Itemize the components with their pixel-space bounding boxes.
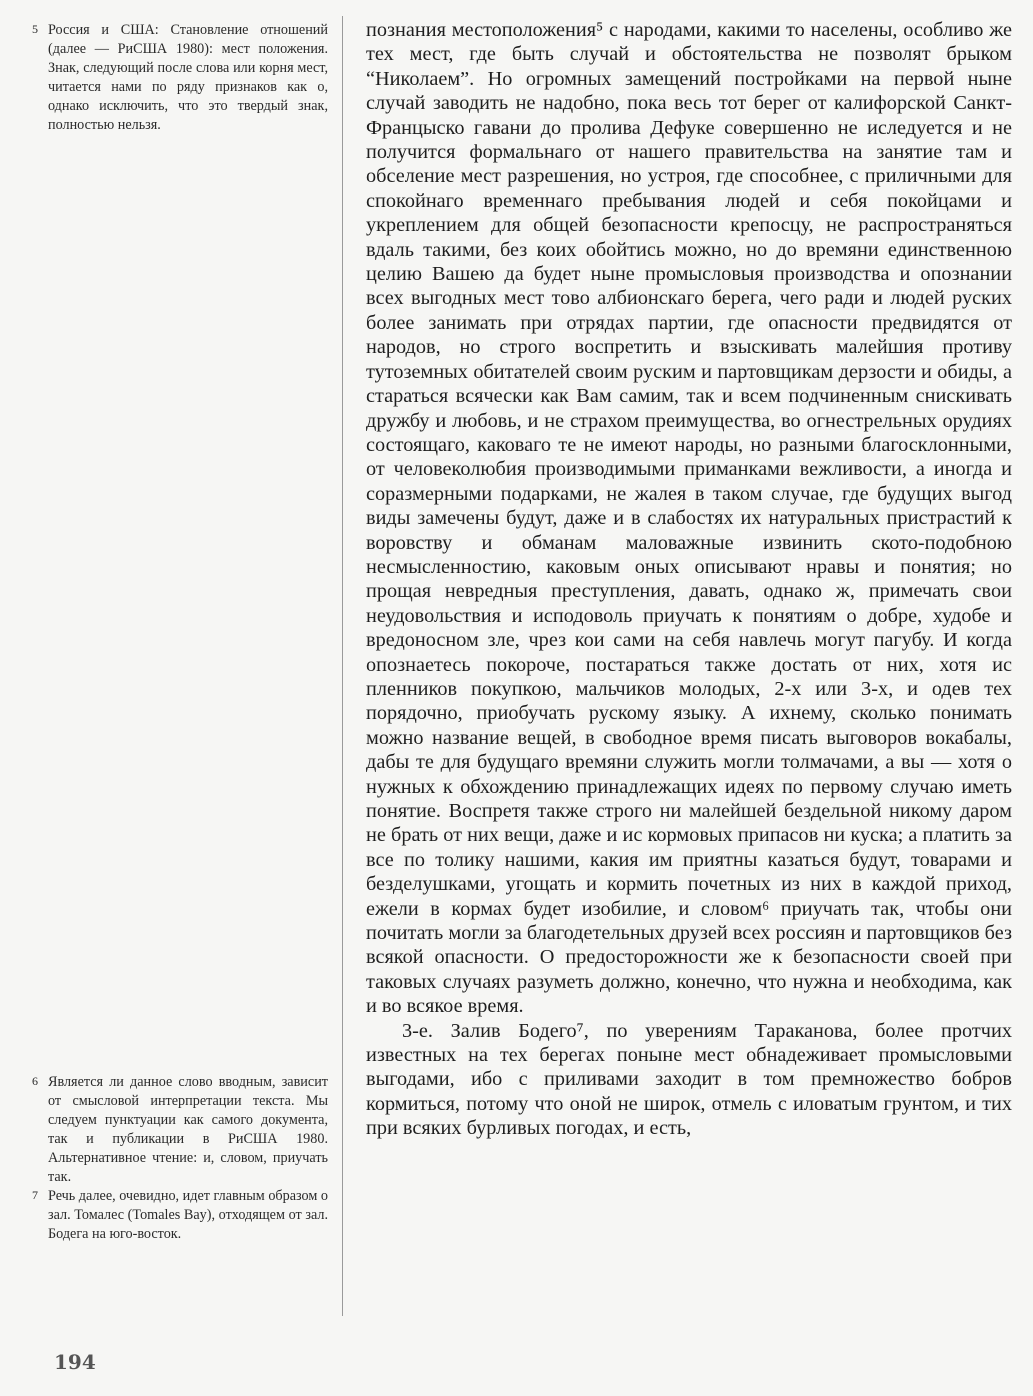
paragraph: познания местоположения⁵ с народами, какими то населены, особливо же тех мест, где быть случай и обстоятельства не позволят брыком “Николаем”. Но огромных замещений постройками на первой ныне случай заводить не надобно, пока весь тот берег от калифорской Санкт-Францыско гавани до пролива Дефуке совершенно не иследуется и не получится формальнаго от нашего правительства на занятие там и обселение мест разрешения, но устроя, где способнее, с приличными для спокойнаго временнаго пребывания людей и себя покойцами и укреплением для общей безопасности крепосцу, не распространяться вдаль такими, без коих обойтись можно, но до времяни единственною целию Вашею да будет ныне промысловыя производства и опознании всех выгодных мест тово албионскаго берега, чего ради и людей руских более занимать при отрядах партии, где опасности предвидятся от народов, но строго воспретить и взыскивать малейшия противу тутоземных обитателей своим руским и партовщикам дерзости и обиды, а стараться всячески как Вам самим, так и всем подчиненным снискивать дружбу и любовь, и не страхом преимущества, во огнестрельных орудиях состоящаго, каковаго те не имеют народы, но разными благосклонными, от человеколюбия производимыми приманками вежливости, а иногда и соразмерными подарками, не жалея в таком случае, где будущих выгод виды замечены будут, даже и в слабостях их натуральных пристрастий к воровству и обманам маловажные извинить ското-подобною несмысленностию, каковым оных описывают нравы и понятия; но прощая невредныя преступления, давать, однако ж, примечать свои неудовольствия и исподоволь приучать к понятиям о добре, худобе и вредоносном зле, чрез кои сами на себя навлечь могут пагубу. И когда опознаетесь покороче, постараться также достать от них, хотя ис пленников покупкою, мальчиков молодых, 2-х или 3-х, и одев тех порядочно, приобучать рускому языку. А ихнему, сколько понимать можно название вещей, в свободное время писать выговоров вокабалы, дабы те для будущаго времяни служить могли толмачами, а вы — хотя о нужных к обхождению принадлежащих идеях по первому случаю иметь понятие. Воспретя также строго ни малейшей бездельной никому даром не брать от них вещи, даже и ис кормовых припасов ни куска; а платить за все по толику нашими, какия им приятны казаться будут, товарами и безделушками, угощать и кормить почетных из них в каждой приход, ежели в кормах будет изобилие, и словом⁶ приучать так, чтобы они почитать могли за благодетельных друзей всех россиян и партовщиков без всякой опасности. О предосторожности же к безопасности своей при таковых случаях разуметь должно, конечно, что нужна и необходима, как и во всякое время. bbox=[366, 19, 1012, 1018]
main-text bbox=[366, 18, 1012, 1141]
footnote-text: Речь далее, очевидно, идет главным образом о зал. Томалес (Tomales Bay), отходящем от зал. Бодега на юго-восток. bbox=[48, 1188, 329, 1242]
footnote-6 bbox=[32, 1073, 328, 1187]
footnote-7 bbox=[32, 1187, 329, 1244]
footnote-number: 7 bbox=[32, 1188, 38, 1202]
footnote-5 bbox=[32, 21, 328, 135]
column-divider bbox=[342, 16, 343, 1316]
footnote-text: Является ли данное слово вводным, зависит от смысловой интерпретации текста. Мы следуем пунктуации как самого документа, так и публикации в РиСША 1980. Альтернативное чтение: и, словом, приучать так. bbox=[48, 1074, 328, 1185]
page-number: 194 bbox=[54, 1350, 96, 1374]
footnote-text: Россия и США: Становление отношений (далее — РиСША 1980): мест положения. Знак, следующий после слова или корня мест, читается нами по ряду признаков как о, однако исключить, что это твердый знак, полностью нельзя. bbox=[48, 22, 328, 133]
footnote-number: 5 bbox=[32, 22, 38, 36]
footnote-number: 6 bbox=[32, 1074, 38, 1088]
paragraph: 3-е. Залив Бодего⁷, по уверениям Тараканова, более протчих известных на тех берегах поныне мест обнадеживает промысловыми выгодами, ибо с приливами заходит в том премножество бобров кормиться, потому что оной не широк, отмель с иловатым грунтом, и тих при всяких бурливых погодах, и есть, bbox=[366, 1019, 1012, 1140]
